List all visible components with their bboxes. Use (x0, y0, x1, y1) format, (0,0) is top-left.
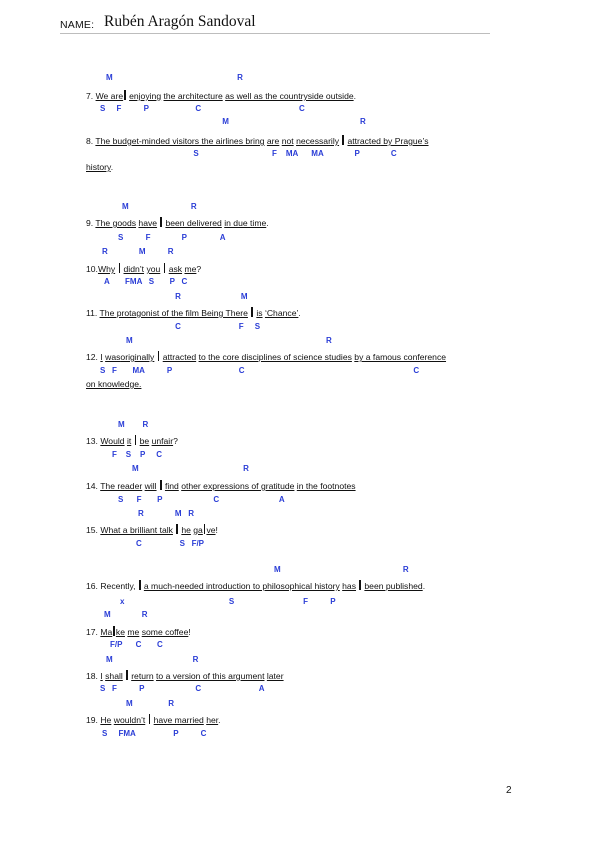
constituent: the architecture (163, 91, 223, 101)
constituent: attracted (162, 352, 197, 362)
constituent: been published (364, 581, 423, 591)
constituent: not (281, 136, 294, 146)
constituent: have (138, 218, 158, 228)
constituent: originally (120, 352, 155, 362)
boundary-bar (251, 307, 253, 317)
analysis-labels: x S F P (120, 597, 336, 606)
constituent: ask (168, 264, 183, 274)
sentence-text: 11. (86, 308, 100, 318)
boundary-bar (126, 670, 128, 680)
constituent: on knowledge. (86, 379, 142, 389)
constituent: He (100, 715, 112, 725)
exercise-sentence (86, 217, 269, 229)
constituent: it (126, 436, 132, 446)
constituent: Ma (100, 627, 113, 637)
sentence-text: 8. (86, 136, 96, 146)
constituent: wouldn’t (113, 715, 146, 725)
constituent: to the core disciplines of science studies (198, 352, 352, 362)
sentence-text: ! (188, 627, 191, 637)
analysis-labels: S F P A (118, 233, 226, 242)
sentence-text (157, 481, 159, 491)
sentence-text: 16. Recently, (86, 581, 138, 591)
analysis-labels: M R (126, 336, 332, 345)
sentence-text: . (298, 308, 301, 318)
analysis-labels: R M R (138, 509, 195, 518)
analysis-labels: R M (104, 292, 248, 301)
analysis-labels: M R (126, 699, 175, 708)
analysis-labels: R M R (102, 247, 174, 256)
constituent: to a version of this argument (156, 671, 265, 681)
constituent: as well as the countryside outside (225, 91, 354, 101)
constituent: me (184, 264, 197, 274)
sentence-text: 15. (86, 525, 101, 535)
analysis-labels: M R (118, 420, 149, 429)
sentence-text: 18. (86, 671, 101, 681)
exercise-sentence (86, 670, 284, 682)
constituent: will (144, 481, 157, 491)
constituent: been delivered (165, 218, 222, 228)
constituent: ‘Chance’ (264, 308, 299, 318)
exercise-sentence (86, 263, 201, 275)
analysis-labels: M R (104, 610, 148, 619)
boundary-bar (342, 135, 344, 145)
constituent: ga (193, 525, 203, 535)
sentence-text: 12. (86, 352, 101, 362)
sentence-text: 7. (86, 91, 96, 101)
constituent: have married (153, 715, 204, 725)
boundary-bar (176, 524, 178, 534)
sentence-continuation (86, 162, 113, 173)
constituent: in due time (224, 218, 267, 228)
sentence-text (154, 352, 156, 362)
boundary-bar (149, 714, 151, 724)
analysis-labels: M R (132, 464, 249, 473)
constituent: you (146, 264, 161, 274)
analysis-labels: M R (106, 655, 199, 664)
sentence-text (131, 436, 133, 446)
constituent: later (266, 671, 284, 681)
constituent: is (256, 308, 263, 318)
boundary-bar (359, 580, 361, 590)
sentence-text: . (110, 162, 114, 172)
analysis-labels: A FMA S P C (104, 277, 188, 286)
sentence-text (123, 671, 125, 681)
analysis-labels: S FMA P C (102, 729, 207, 738)
constituent: The protagonist of the film Being There (99, 308, 248, 318)
boundary-bar (160, 480, 162, 490)
constituent: me (127, 627, 140, 637)
analysis-labels: M R (100, 117, 366, 126)
constituent: ke (115, 627, 125, 637)
constituent: I (100, 671, 103, 681)
analysis-labels: S F P C A (118, 495, 285, 504)
boundary-bar (113, 626, 115, 636)
constituent: he (181, 525, 191, 535)
constituent: her (206, 715, 219, 725)
sentence-text: . (422, 581, 426, 591)
sentence-text: 10. (86, 264, 98, 274)
exercise-sentence (86, 580, 425, 592)
analysis-labels: S F P C A (100, 684, 265, 693)
exercise-sentence (86, 524, 218, 536)
boundary-bar (119, 263, 121, 273)
sentence-text (160, 264, 162, 274)
sentence-text (248, 308, 250, 318)
sentence-text: . (353, 91, 357, 101)
constituent: has (342, 581, 357, 591)
constituent: I (100, 352, 103, 362)
constituent: by Prague’s (380, 136, 429, 146)
analysis-labels: M R (106, 73, 243, 82)
exercise-sentence (86, 626, 191, 638)
sentence-text (145, 715, 147, 725)
sentence-text (157, 218, 159, 228)
constituent: are (266, 136, 280, 146)
exercise-sentence (86, 480, 356, 492)
constituent: return (131, 671, 154, 681)
boundary-bar (124, 90, 126, 100)
boundary-bar (135, 435, 137, 445)
analysis-labels: S F MA P C C (100, 366, 420, 375)
constituent: ve (206, 525, 216, 535)
analysis-labels: F S P C (112, 450, 163, 459)
name-header (60, 13, 490, 34)
sentence-text (173, 525, 175, 535)
constituent: other expressions of gratitude (181, 481, 295, 491)
constituent: enjoying (129, 91, 162, 101)
sentence-text: . (266, 218, 269, 228)
constituent: Why (97, 264, 116, 274)
constituent: Would (100, 436, 125, 446)
exercise-sentence (86, 90, 356, 102)
exercise-sentence (86, 307, 301, 319)
sentence-text: 13. (86, 436, 101, 446)
constituent: attracted (347, 136, 381, 146)
constituent: in the footnotes (296, 481, 356, 491)
boundary-bar (160, 217, 162, 227)
analysis-labels: M R (274, 565, 409, 574)
constituent: some coffee (141, 627, 189, 637)
constituent: be (139, 436, 150, 446)
sentence-text: . (218, 715, 221, 725)
constituent: necessarily (296, 136, 340, 146)
sentence-text (339, 136, 341, 146)
constituent: What a brilliant talk (100, 525, 173, 535)
constituent: was (105, 352, 121, 362)
sentence-text: 14. (86, 481, 101, 491)
analysis-labels: S F MA MA P C (100, 149, 397, 158)
constituent: a much-needed introduction to philosophical history (143, 581, 340, 591)
boundary-bar (139, 580, 141, 590)
sentence-text: ? (173, 436, 178, 446)
exercise-sentence (86, 435, 178, 447)
constituent: by a famous conference (354, 352, 447, 362)
student-name: Rubén Aragón Sandoval (104, 13, 256, 30)
constituent: The budget-minded visitors the airlines bring (95, 136, 265, 146)
sentence-text: 19. (86, 715, 101, 725)
constituent: The goods (95, 218, 137, 228)
analysis-labels: S F P C C (100, 104, 305, 113)
exercise-sentence (86, 714, 221, 726)
sentence-text (115, 264, 117, 274)
sentence-continuation (86, 379, 141, 390)
exercise-sentence (86, 351, 446, 363)
constituent: We are (95, 91, 124, 101)
analysis-labels: M R (122, 202, 197, 211)
name-label: NAME: (60, 19, 95, 31)
analysis-labels: C F S (104, 322, 261, 331)
sentence-text: ? (196, 264, 202, 274)
exercise-sentence (86, 135, 429, 147)
sentence-text: 17. (86, 627, 101, 637)
constituent: The reader (100, 481, 143, 491)
analysis-labels: C S F/P (136, 539, 205, 548)
sentence-text: 9. (86, 218, 96, 228)
constituent: shall (105, 671, 123, 681)
analysis-labels: F/P C C (110, 640, 163, 649)
sentence-text: ! (215, 525, 218, 535)
constituent: find (164, 481, 179, 491)
constituent: didn’t (123, 264, 145, 274)
constituent: history (86, 162, 111, 172)
page-number: 2 (506, 785, 512, 796)
sentence-text (356, 581, 358, 591)
constituent: unfair (151, 436, 174, 446)
